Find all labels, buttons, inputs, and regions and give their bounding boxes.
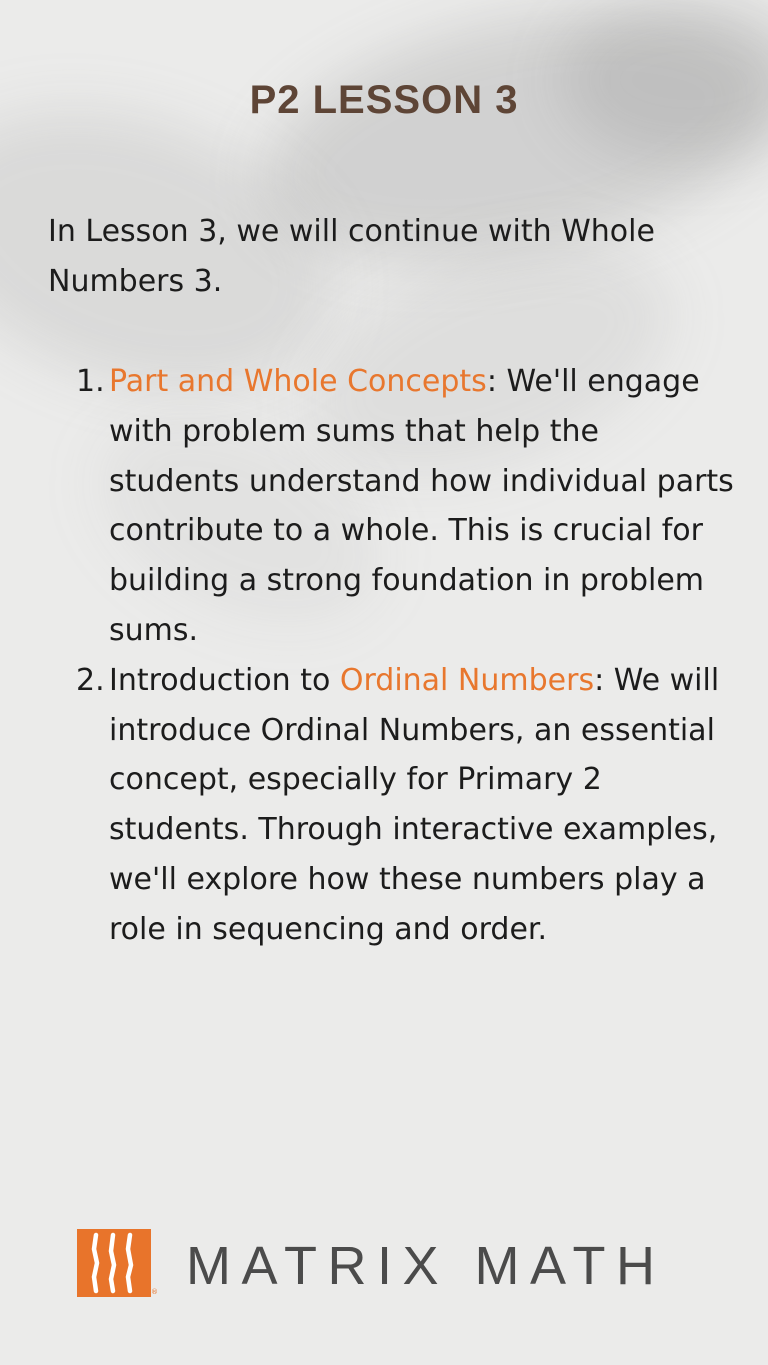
highlight-part-whole: Part and Whole Concepts [109,364,487,399]
brand-name: MATRIX MATH [186,1236,666,1296]
lesson-list [48,357,738,955]
item-prefix: Introduction to [109,662,340,698]
registered-mark: ® [151,1288,158,1296]
intro-text: In Lesson 3, we will continue with Whole Numbers 3. [48,214,655,299]
item-text: : We'll engage with problem sums that help the students understand how individual parts contribute to a whole. This is crucial for building a strong foundation in problem sums. [109,364,734,648]
list-item [48,357,738,656]
list-number: 2. [76,662,105,698]
item-text: : We will introduce Ordinal Numbers, an essential concept, especially for Primary 2 students. Through interactive examples, we'll explore how these numbers play a role in sequencing and order. [109,662,720,947]
matrix-math-logo-icon [77,1229,151,1297]
list-number: 1. [76,364,105,399]
highlight-ordinal-numbers: Ordinal Numbers [339,662,595,698]
list-item [48,656,738,955]
page-title: P2 LESSON 3 [249,78,519,122]
